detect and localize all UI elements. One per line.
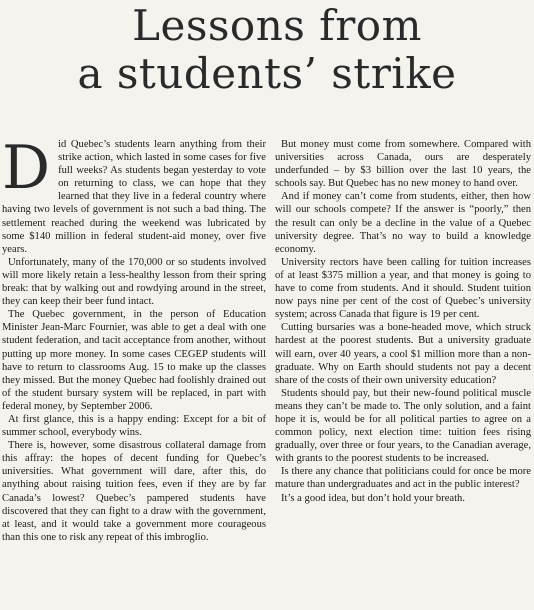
headline: [0, 2, 534, 98]
article-paragraph: And if money can’t come from students, either, then how will our schools compete? If the answer is “poorly,” then the result can only be a decline in the value of a Quebec university degree. That’s no way to build a knowledge economy.: [275, 191, 531, 255]
article-paragraph: Students should pay, but their new-found political muscle means they can’t be made to. The only solution, and a faint hope it is, would be for all political parties to agree on a common policy, next election time: tuition fees rising gradually, over three or four years, to the Canadian average, with grants to the poorest students to be increased.: [275, 387, 531, 465]
article-column-right: [275, 138, 531, 505]
article-paragraph: Cutting bursaries was a bone-headed move, which struck hardest at the poorest students. But a university graduate will earn, over 40 years, a cool $1 million more than a non-graduate. Why on Earth should students not pay a decent share of the costs of their own university education?: [275, 322, 531, 386]
headline-line-1: Lessons from: [132, 1, 422, 50]
article-paragraph: But money must come from somewhere. Compared with universities across Canada, ours are desperately underfunded – by $3 billion over the last 10 years, the schools say. But Quebec has no new money to hand over.: [275, 139, 531, 190]
article-paragraph: There is, however, some disastrous collateral damage from this affray: the hopes of decent funding for Quebec’s universities. What government will dare, after this, do anything about raising tuition fees, even if they are by far Canada’s lowest? Quebec’s pampered students have discovered that they can fight to a draw with the government, at least, and it would take a government more courageous than this one to risk any repeat of this imbroglio.: [2, 440, 266, 543]
headline-line-2: a students’ strike: [77, 49, 457, 98]
article-paragraph: id Quebec’s students learn anything from their strike action, which lasted in some cases for five full weeks? As students began yesterday to vote on returning to class, we can hope that they learned that they live in a federal country where having two levels of government is not such a bad thing. The settlement reached during the weekend was lubricated by some $140 million in federal student-aid money, over five years.: [2, 139, 266, 255]
article-paragraph: Unfortunately, many of the 170,000 or so students involved will more likely retain a less-healthy lesson from their spring break: that by walking out and rowdying around in the street, they can keep their beer fund intact.: [2, 256, 266, 308]
article-paragraph: University rectors have been calling for tuition increases of at least $375 million a year, and that money is going to have to come from students. And it should. Student tuition now pays nine per cent of the cost of Quebec’s university system; across Canada that figure is 19 per cent.: [275, 256, 531, 321]
drop-cap: D: [2, 133, 51, 203]
article-paragraph: At first glance, this is a happy ending: Except for a bit of summer school, everybody wins.: [2, 413, 266, 439]
article-paragraph: Is there any chance that politicians could for once be more mature than undergraduates and act in the public interest?: [275, 466, 531, 491]
article-paragraph: It’s a good idea, but don’t hold your breath.: [281, 492, 465, 504]
article-paragraph: The Quebec government, in the person of Education Minister Jean-Marc Fournier, was able to get a deal with one student federation, and tacit acceptance from another, without putting up more money. In some cases CEGEP students will have to return to classrooms Aug. 15 to make up the classes they missed. But the money Quebec had foolishly drained out of the student bursary system will be replaced, in part with federal money, by September 2006.: [2, 309, 266, 412]
article-column-left: [2, 133, 266, 544]
